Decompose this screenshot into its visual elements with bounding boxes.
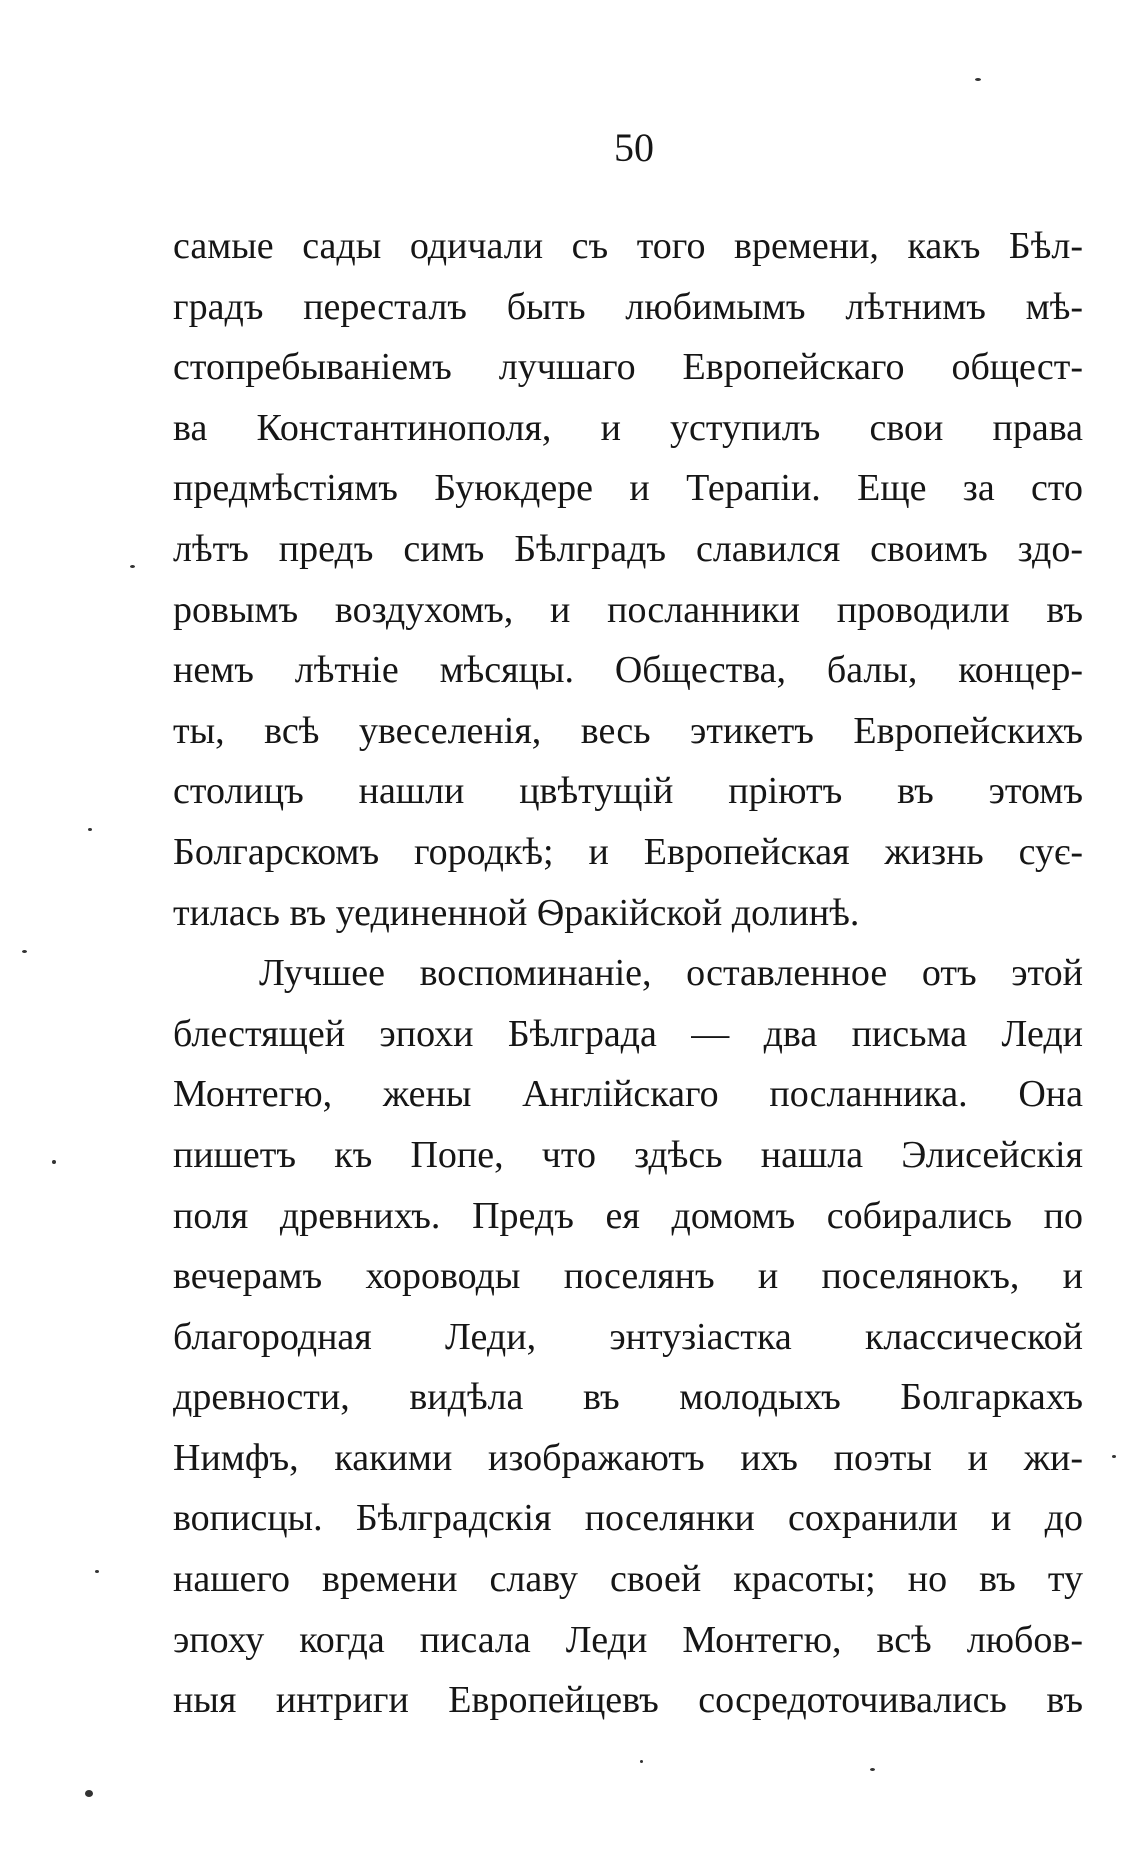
text-line: ва Константинополя, и уступилъ свои права: [173, 406, 1083, 449]
text-line: Болгарскомъ городкѣ; и Европейская жизнь сує-: [173, 830, 1083, 873]
paragraph-end-line: тилась въ уединенной Ѳракійской долинѣ.: [173, 891, 860, 934]
text-line: лѣтъ предъ симъ Бѣлградъ славился своимъ здо-: [173, 527, 1083, 570]
scan-speck: [1112, 1455, 1116, 1458]
text-line: стопребываніемъ лучшаго Европейскаго общест-: [173, 346, 1083, 389]
scan-speck: [870, 1768, 875, 1771]
text-line: ныя интриги Европейцевъ сосредоточивались въ: [173, 1679, 1083, 1722]
scan-speck: [95, 1570, 99, 1573]
text-line: градъ пересталъ быть любимымъ лѣтнимъ мѣ-: [173, 285, 1083, 328]
scan-speck: [88, 828, 92, 831]
paragraph-start-line: Лучшее воспоминаніе, оставленное отъ этой: [259, 952, 1083, 995]
text-line: древности, видѣла въ молодыхъ Болгаркахъ: [173, 1376, 1083, 1419]
text-line: блестящей эпохи Бѣлграда — два письма Леди: [173, 1012, 1083, 1055]
text-line: нашего времени славу своей красоты; но въ ту: [173, 1558, 1083, 1601]
page-number: 50: [614, 125, 654, 170]
scan-speck: [22, 950, 27, 953]
text-line: ровымъ воздухомъ, и посланники проводили въ: [173, 588, 1083, 631]
text-line: предмѣстіямъ Буюкдере и Терапіи. Еще за сто: [173, 467, 1083, 510]
text-line: немъ лѣтніе мѣсяцы. Общества, балы, концер-: [173, 649, 1083, 692]
text-line: Нимфъ, какими изображаютъ ихъ поэты и жи-: [173, 1436, 1083, 1479]
text-line: ты, всѣ увеселенія, весь этикетъ Европейскихъ: [173, 709, 1083, 752]
scan-speck: [640, 1760, 643, 1763]
text-line: Монтегю, жены Англійскаго посланника. Она: [173, 1073, 1083, 1116]
body-text: [173, 216, 1083, 1731]
text-line: благородная Леди, энтузіастка классической: [173, 1315, 1083, 1358]
scan-speck: [85, 1790, 93, 1797]
text-line: пишетъ къ Попе, что здѣсь нашла Элисейскія: [173, 1133, 1083, 1176]
text-line: вописцы. Бѣлградскія поселянки сохранили и до: [173, 1497, 1083, 1540]
text-line: поля древнихъ. Предъ ея домомъ собирались по: [173, 1194, 1083, 1237]
text-line: эпоху когда писала Леди Монтегю, всѣ любов-: [173, 1618, 1083, 1661]
scan-speck: [130, 565, 135, 568]
text-line: столицъ нашли цвѣтущій пріютъ въ этомъ: [173, 770, 1083, 813]
scan-speck: [52, 1160, 56, 1164]
scan-speck: [975, 78, 981, 81]
text-line: вечерамъ хороводы поселянъ и поселянокъ, и: [173, 1255, 1083, 1298]
text-line: самые сады одичали съ того времени, какъ Бѣл-: [173, 225, 1083, 267]
